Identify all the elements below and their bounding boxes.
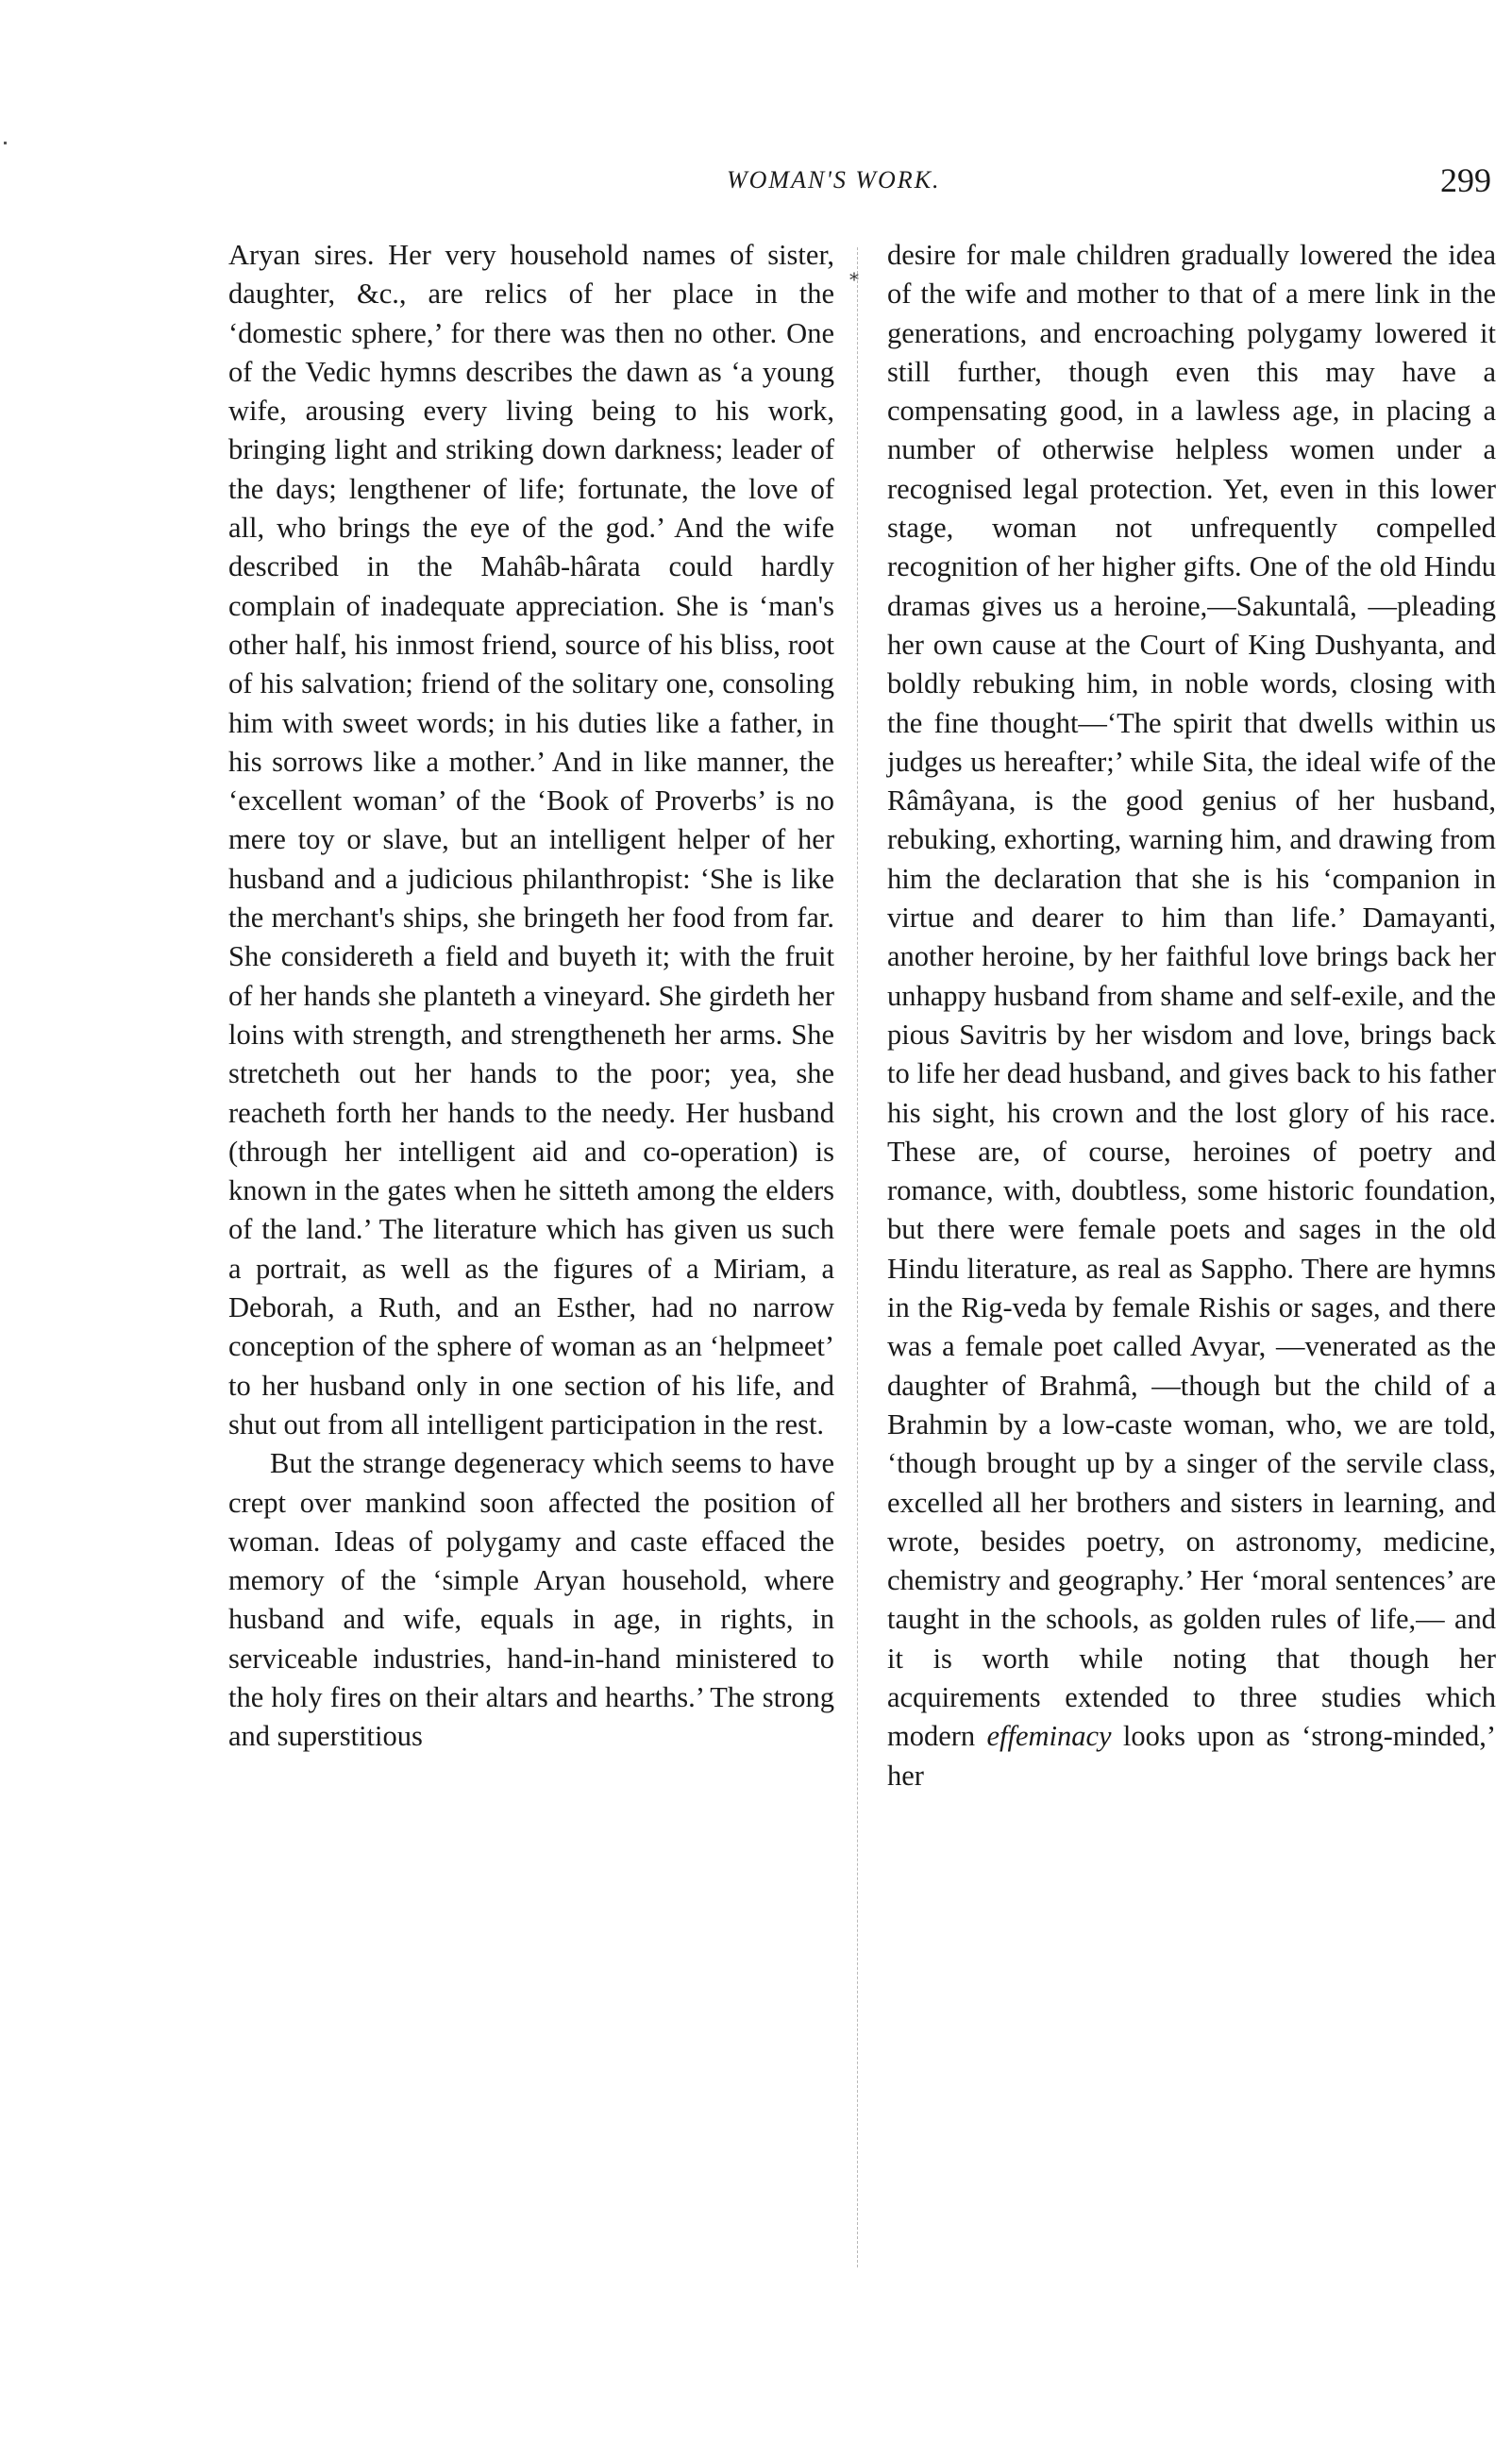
italic-word: effeminacy <box>986 1720 1112 1753</box>
right-paragraph-1 <box>887 236 1496 1795</box>
page-header <box>227 161 1491 213</box>
page-number: 299 <box>1440 161 1491 199</box>
left-paragraph-1: Aryan sires. Her very household names of sister, daughter, &c., are relics of her place in the ‘domestic sphere,’ for there was then no other. One of the Vedic hymns describes the dawn as ‘a young wife, arousing every living being to his work, bringing light and striking down darkness; leader of the days; lengthener of life; fortunate, the love of all, who brings the eye of the god.’ And the wife described in the Mahâb-hârata could hardly complain of inadequate appreciation. She is ‘man's other half, his inmost friend, source of his bliss, root of his salvation; friend of the solitary one, consoling him with sweet words; in his duties like a father, in his sorrows like a mother.’ And in like manner, the ‘excellent woman’ of the ‘Book of Proverbs’ is no mere toy or slave, but an intelligent helper of her husband and a judicious philanthropist: ‘She is like the merchant's ships, she bringeth her food from far. She considereth a field and buyeth it; with the fruit of her hands she planteth a vineyard. She girdeth her loins with strength, and strengtheneth her arms. She stretcheth out her hands to the poor; yea, she reacheth forth her hands to the needy. Her husband (through her intelligent aid and co-operation) is known in the gates when he sitteth among the elders of the land.’ The literature which has given us such a portrait, as well as the figures of a Miriam, a Deborah, a Ruth, and an Esther, had no narrow conception of the sphere of woman as an ‘helpmeet’ to her husband only in one section of his life, and shut out from all intelligent participation in the rest. <box>228 239 834 1441</box>
right-paragraph-1-text: desire for male children gradually lowered the idea of the wife and mother to that of a mere link in the generations, and encroaching polygamy lowered it still further, though even this may have a compensating good, in a lawless age, in placing a number of otherwise helpless women under a recognised legal protection. Yet, even in this lower stage, woman not unfrequently compelled recognition of her higher gifts. One of the old Hindu dramas gives us a heroine,—Sakuntalâ, —pleading her own cause at the Court of King Dushyanta, and boldly rebuking him, in noble words, closing with the fine thought—‘The spirit that dwells within us judges us hereafter;’ while Sita, the ideal wife of the Râmâyana, is the good genius of her husband, rebuking, exhorting, warning him, and drawing from him the declaration that she is his ‘companion in virtue and dearer to him than life.’ Damayanti, another heroine, by her faithful love brings back her unhappy husband from shame and self-exile, and the pious Savitris by her wisdom and love, brings back to life her dead husband, and gives back to his father his sight, his crown and the lost glory of his race. These are, of course, heroines of poetry and romance, with, doubtless, some historic foundation, but there were female poets and sages in the old Hindu literature, as real as Sappho. There are hymns in the Rig-veda by female Rishis or sages, and there was a female poet called Avyar, —venerated as the daughter of Brahmâ, —though but the child of a Brahmin by a low-caste woman, who, we are told, ‘though brought up by a singer of the servile class, excelled all her brothers and sisters in learning, and wrote, besides poetry, on astronomy, medicine, chemistry and geography.’ Her ‘moral sentences’ are taught in the schools, as golden rules of life,— and it is worth while noting that though her acquirements extended to three studies which modern <box>887 239 1496 1753</box>
scan-speck <box>4 142 7 144</box>
right-paragraph-1-end: looks upon as ‘strong-minded,’ her <box>887 1720 1496 1792</box>
left-paragraph-2: But the strange degeneracy which seems to have crept over mankind soon affected the position of woman. Ideas of polygamy and caste effaced the memory of the ‘simple Aryan household, where husband and wife, equals in age, in rights, in serviceable industries, hand-in-hand ministered to the holy fires on their altars and hearths.’ The strong and superstitious <box>228 1447 834 1753</box>
column-mark: ⁎ <box>849 264 859 285</box>
running-title: WOMAN'S WORK. <box>727 166 941 194</box>
column-divider <box>857 247 858 2267</box>
left-column <box>228 236 834 1757</box>
right-column <box>887 236 1496 1795</box>
